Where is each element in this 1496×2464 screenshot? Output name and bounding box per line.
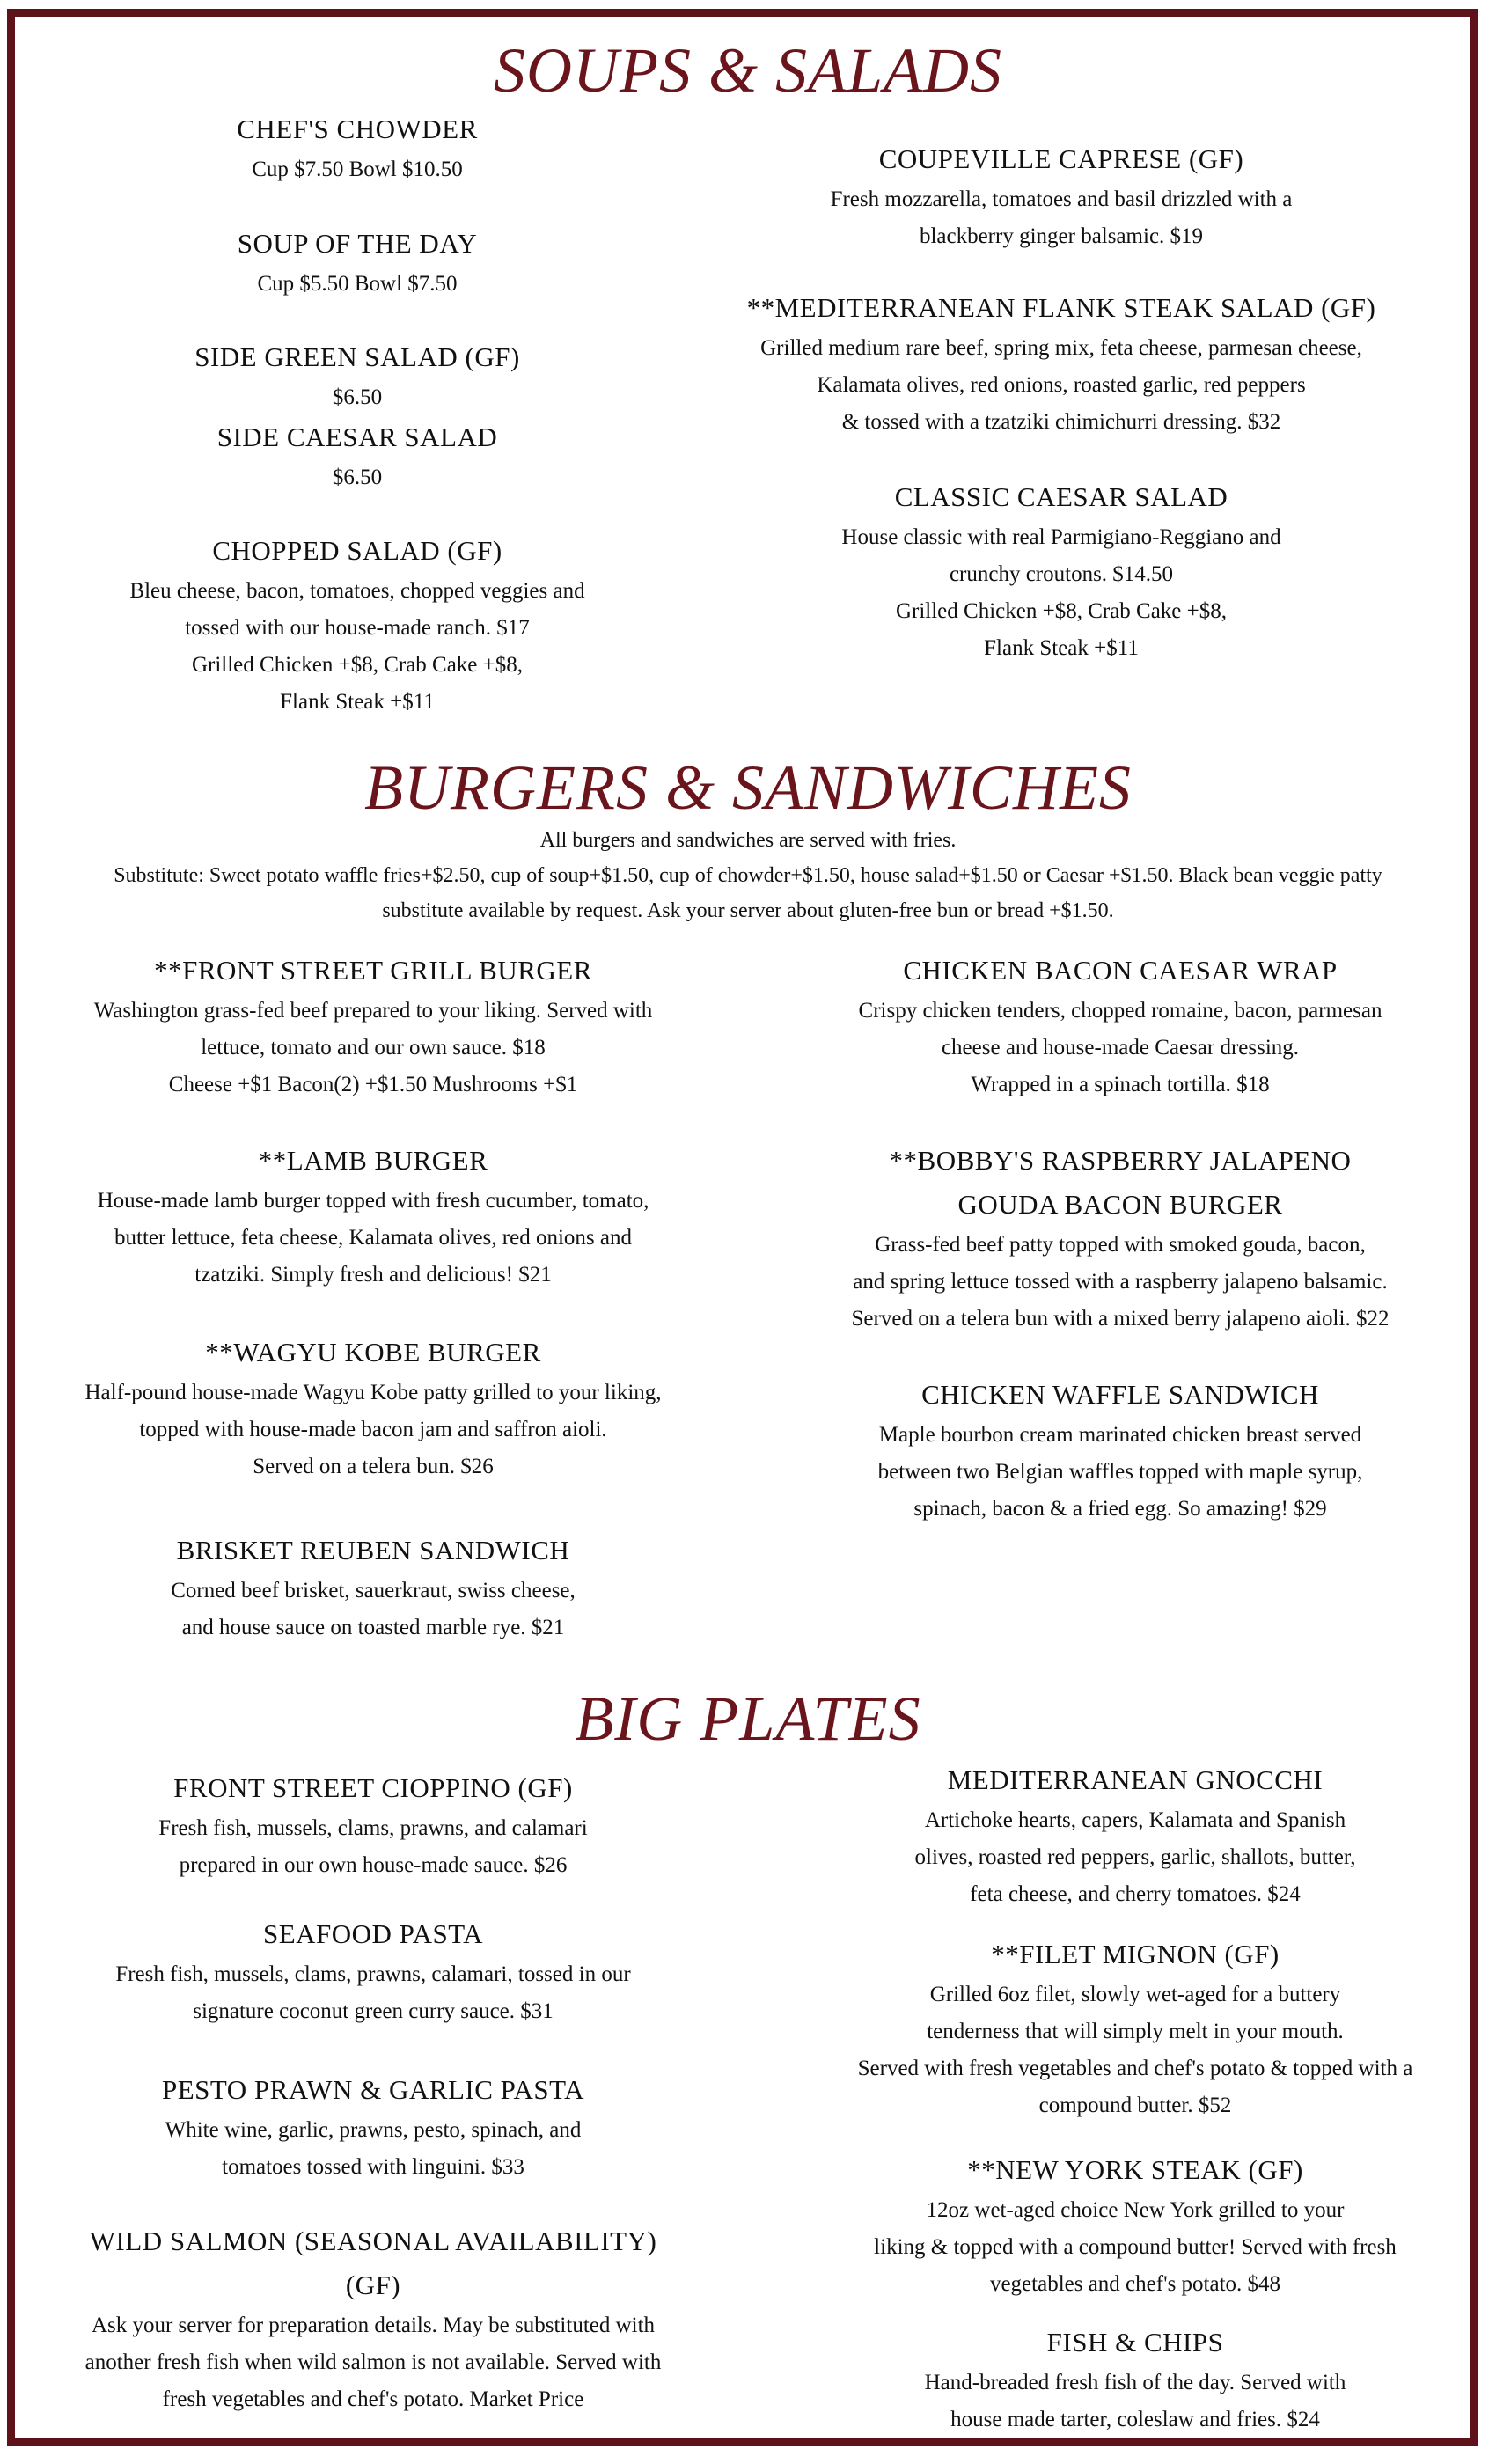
menu-item-description: vegetables and chef's potato. $48 xyxy=(989,2272,1281,2296)
menu-item xyxy=(12,1331,734,1485)
menu-item-description: Cup $7.50 Bowl $10.50 xyxy=(252,158,463,181)
menu-item-description: blackberry ginger balsamic. $19 xyxy=(919,224,1204,248)
menu-item-description: signature coconut green curry sauce. $31 xyxy=(193,1999,554,2023)
menu-item-description: Fresh fish, mussels, clams, prawns, and calamari xyxy=(158,1816,588,1840)
menu-item-description: Artichoke hearts, capers, Kalamata and Spanish xyxy=(924,1808,1346,1832)
menu-item-description: $6.50 xyxy=(332,385,383,409)
menu-item-name: **MEDITERRANEAN FLANK STEAK SALAD (GF) xyxy=(746,292,1376,323)
menu-item xyxy=(12,1766,734,1884)
menu-item-name: **WAGYU KOBE BURGER xyxy=(205,1337,541,1368)
menu-item-description: cheese and house-made Caesar dressing. xyxy=(941,1036,1300,1060)
menu-item-name: MEDITERRANEAN GNOCCHI xyxy=(947,1764,1324,1795)
menu-item-description: Washington grass-fed beef prepared to your liking. Served with xyxy=(93,999,653,1023)
menu-item-description: Corned beef brisket, sauerkraut, swiss cheese, xyxy=(171,1579,576,1602)
menu-item-name: **LAMB BURGER xyxy=(258,1145,488,1176)
menu-item-description: Cup $5.50 Bowl $7.50 xyxy=(257,272,458,296)
menu-item-name: CLASSIC CAESAR SALAD xyxy=(894,481,1228,512)
section-note: All burgers and sandwiches are served with fries. xyxy=(539,829,957,852)
section-title: SOUPS & SALADS xyxy=(494,35,1002,106)
menu-item-description: Served on a telera bun. $26 xyxy=(253,1455,494,1478)
menu-item xyxy=(759,949,1481,1104)
menu-item-description: and house sauce on toasted marble rye. $21 xyxy=(181,1616,565,1639)
menu-item xyxy=(12,2068,734,2186)
menu-item-name: CHICKEN BACON CAESAR WRAP xyxy=(903,955,1338,986)
menu-item-name: WILD SALMON (SEASONAL AVAILABILITY) xyxy=(89,2226,657,2256)
menu-item xyxy=(759,1373,1481,1528)
menu-item xyxy=(0,529,718,721)
menu-item-description: Half-pound house-made Wagyu Kobe patty grilled to your liking, xyxy=(84,1381,662,1404)
menu-item-description: Grilled 6oz filet, slowly wet-aged for a buttery xyxy=(929,1983,1341,2006)
menu-item-description: between two Belgian waffles topped with maple syrup, xyxy=(877,1460,1363,1484)
menu-item-description: Served with fresh vegetables and chef's potato & topped with a xyxy=(857,2057,1413,2080)
menu-item-description: House-made lamb burger topped with fresh cucumber, tomato, xyxy=(97,1189,649,1213)
menu-item-description: lettuce, tomato and our own sauce. $18 xyxy=(201,1036,546,1060)
menu-item-description: Flank Steak +$11 xyxy=(984,636,1139,660)
section-title: BIG PLATES xyxy=(575,1683,921,1754)
menu-item-description: Grilled Chicken +$8, Crab Cake +$8, xyxy=(191,653,524,677)
menu-item-description: feta cheese, and cherry tomatoes. $24 xyxy=(970,1882,1301,1906)
menu-item-description: liking & topped with a compound butter! Served with fresh xyxy=(874,2235,1397,2259)
menu-item-name: SEAFOOD PASTA xyxy=(262,1918,484,1949)
menu-item-name: **NEW YORK STEAK (GF) xyxy=(967,2154,1303,2185)
menu-item-description: Fresh mozzarella, tomatoes and basil drizzled with a xyxy=(830,187,1293,211)
menu-item-description: tossed with our house-made ranch. $17 xyxy=(185,616,530,640)
menu-item-description: fresh vegetables and chef's potato. Market Price xyxy=(162,2387,584,2411)
menu-item-description: Cheese +$1 Bacon(2) +$1.50 Mushrooms +$1 xyxy=(168,1073,578,1096)
menu-item xyxy=(700,286,1422,441)
menu-item xyxy=(774,2148,1496,2303)
menu-item-name: PESTO PRAWN & GARLIC PASTA xyxy=(161,2074,584,2105)
menu-item-description: another fresh fish when wild salmon is not available. Served with xyxy=(84,2350,662,2374)
menu-item-description: & tossed with a tzatziki chimichurri dressing. $32 xyxy=(841,410,1281,434)
menu-item-description: tenderness that will simply melt in your mouth. xyxy=(927,2020,1344,2043)
menu-item xyxy=(774,2321,1496,2438)
menu-item xyxy=(12,2219,734,2418)
menu-item-name: SIDE GREEN SALAD (GF) xyxy=(194,341,520,372)
menu-item xyxy=(12,1139,734,1294)
section-note: Substitute: Sweet potato waffle fries+$2.50, cup of soup+$1.50, cup of chowder+$1.50, house salad+$1.50 or Caesar +$1.50. Black bean veggie patty xyxy=(114,864,1382,887)
menu-item-description: Crispy chicken tenders, chopped romaine, bacon, parmesan xyxy=(858,999,1382,1023)
menu-item-description: prepared in our own house-made sauce. $26 xyxy=(179,1853,568,1877)
menu-item-name: **FILET MIGNON (GF) xyxy=(991,1939,1280,1969)
menu-item-description: compound butter. $52 xyxy=(1038,2094,1232,2117)
menu-item xyxy=(0,222,718,303)
section-note: substitute available by request. Ask your server about gluten-free bun or bread +$1.50. xyxy=(382,899,1114,922)
menu-item xyxy=(774,1758,1496,1913)
menu-item xyxy=(0,335,718,416)
menu-item-name: FRONT STREET CIOPPINO (GF) xyxy=(173,1772,573,1803)
menu-item xyxy=(700,475,1422,667)
menu-item-name: GOUDA BACON BURGER xyxy=(957,1189,1283,1220)
menu-item-description: Grass-fed beef patty topped with smoked gouda, bacon, xyxy=(875,1233,1366,1257)
menu-item-description: House classic with real Parmigiano-Reggiano and xyxy=(841,525,1281,549)
menu-item-description: tomatoes tossed with linguini. $33 xyxy=(222,2155,524,2179)
menu-item-name: CHEF'S CHOWDER xyxy=(237,114,478,144)
menu-item xyxy=(0,415,718,496)
menu-item xyxy=(700,137,1422,255)
menu-item-description: olives, roasted red peppers, garlic, shallots, butter, xyxy=(914,1845,1356,1869)
menu-item-description: Wrapped in a spinach tortilla. $18 xyxy=(971,1073,1270,1096)
menu-item-description: 12oz wet-aged choice New York grilled to your xyxy=(926,2198,1345,2222)
menu-item-description: Kalamata olives, red onions, roasted garlic, red peppers xyxy=(817,373,1306,397)
menu-item-description: house made tarter, coleslaw and fries. $24 xyxy=(950,2408,1320,2431)
menu-item xyxy=(12,1529,734,1646)
menu-item-description: Grilled medium rare beef, spring mix, feta cheese, parmesan cheese, xyxy=(760,336,1362,360)
menu-item-description: crunchy croutons. $14.50 xyxy=(949,562,1174,586)
menu-item-description: and spring lettuce tossed with a raspberry jalapeno balsamic. xyxy=(853,1270,1388,1294)
menu-item xyxy=(0,107,718,188)
menu-item-description: Flank Steak +$11 xyxy=(280,690,435,714)
section-title: BURGERS & SANDWICHES xyxy=(364,752,1132,823)
menu-item-description: tzatziki. Simply fresh and delicious! $21 xyxy=(194,1263,552,1287)
menu-item-description: topped with house-made bacon jam and saffron aioli. xyxy=(139,1418,607,1441)
menu-item-name: CHOPPED SALAD (GF) xyxy=(212,535,502,566)
menu-item-name: (GF) xyxy=(345,2270,401,2300)
menu-item-name: COUPEVILLE CAPRESE (GF) xyxy=(878,143,1244,174)
menu-item-name: SIDE CAESAR SALAD xyxy=(216,422,498,452)
menu-item-description: Fresh fish, mussels, clams, prawns, calamari, tossed in our xyxy=(115,1962,631,1986)
menu-item xyxy=(12,949,734,1104)
menu-item xyxy=(759,1139,1481,1338)
menu-item-description: Maple bourbon cream marinated chicken breast served xyxy=(878,1423,1362,1447)
menu-item xyxy=(774,1932,1496,2124)
menu-item-description: spinach, bacon & a fried egg. So amazing! $29 xyxy=(913,1497,1327,1521)
menu-item-name: **FRONT STREET GRILL BURGER xyxy=(154,955,592,986)
menu-item-description: Hand-breaded fresh fish of the day. Served with xyxy=(924,2371,1346,2394)
menu-item-name: CHICKEN WAFFLE SANDWICH xyxy=(921,1379,1319,1410)
menu-item-name: BRISKET REUBEN SANDWICH xyxy=(176,1535,570,1566)
menu-item xyxy=(12,1912,734,2030)
menu-item-name: FISH & CHIPS xyxy=(1046,2327,1224,2358)
menu-item-description: $6.50 xyxy=(332,466,383,489)
menu-item-description: Bleu cheese, bacon, tomatoes, chopped veggies and xyxy=(129,579,585,603)
menu-item-name: **BOBBY'S RASPBERRY JALAPENO xyxy=(889,1145,1352,1176)
menu-item-description: butter lettuce, feta cheese, Kalamata olives, red onions and xyxy=(114,1226,632,1250)
menu-item-description: Ask your server for preparation details. May be substituted with xyxy=(91,2314,656,2337)
menu-item-description: Grilled Chicken +$8, Crab Cake +$8, xyxy=(895,599,1228,623)
menu-item-name: SOUP OF THE DAY xyxy=(237,228,478,259)
menu-item-description: White wine, garlic, prawns, pesto, spinach, and xyxy=(165,2118,582,2142)
menu-item-description: Served on a telera bun with a mixed berry jalapeno aioli. $22 xyxy=(851,1307,1390,1331)
